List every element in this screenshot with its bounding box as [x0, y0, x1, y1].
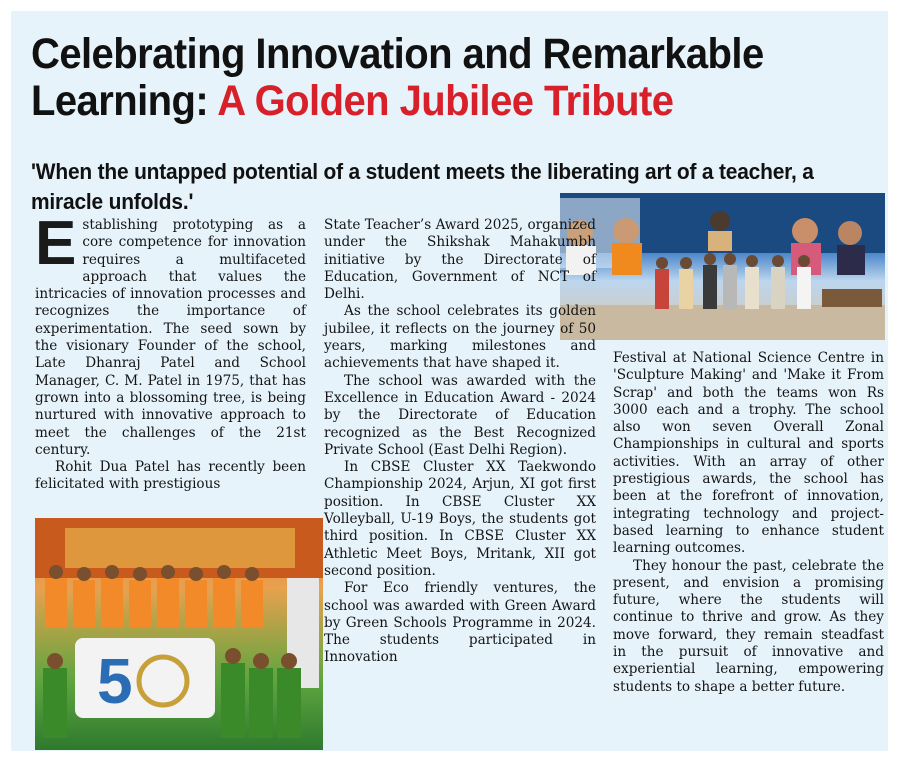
svg-text:5: 5: [97, 645, 133, 717]
paragraph: Festival at National Science Centre in 'Sculpture Making' and 'Make it From Scrap' and both the teams won Rs 3000 each and a trophy. The school also won seven Overall Zonal Championships in cultural and sports activities. With an array of other prestigious awards, the school has been at the forefront of innovation, integrating technology and project-based learning to enhance student learning outcomes.: [613, 350, 884, 557]
headline-line-1: Celebrating Innovation and Remarkable: [31, 30, 764, 78]
paragraph: In CBSE Cluster XX Taekwondo Championship 2024, Arjun, XI got first position. In CBSE Cluster XX Volleyball, U-19 Boys, the students got third position. In CBSE Cluster XX Athletic Meet Boys, Mritank, XII got second position.: [324, 459, 596, 579]
paragraph: As the school celebrates its golden jubilee, it reflects on the journey of 50 years, marking milestones and achievements that have shaped it.: [324, 303, 596, 372]
award-ceremony-illustration: [560, 193, 885, 340]
headline-line-2-black: Learning:: [31, 77, 218, 125]
headline-line-2: [31, 78, 817, 125]
paragraph: They honour the past, celebrate the present, and envision a promising future, where the students will continue to thrive and grow. As they move forward, they remain steadfast in the pursuit of innovative and experiential learning, empowering students to shape a better future.: [613, 557, 884, 695]
paragraph: State Teacher’s Award 2025, organized under the Shikshak Mahakumbh initiative by the Directorate of Education, Government of NCT of Delhi.: [324, 217, 596, 303]
article-column-3: [613, 350, 884, 696]
students-performance-photo: [35, 518, 323, 750]
newspaper-page: [11, 11, 888, 751]
paragraph: [35, 209, 306, 459]
article-column-1: [35, 209, 306, 494]
paragraph: Rohit Dua Patel has recently been felicitated with prestigious: [35, 459, 306, 493]
paragraph: The school was awarded with the Excellence in Education Award - 2024 by the Directorate of Education recognized as the Best Recognized Private School (East Delhi Region).: [324, 372, 596, 458]
headline-line-2-red: A Golden Jubilee Tribute: [217, 77, 674, 125]
headline: [31, 31, 817, 125]
award-ceremony-photo: [560, 193, 885, 340]
article-column-2: [324, 217, 596, 667]
subheadline-quote: 'When the untapped potential of a student meets the liberating art of a teacher, a miracle unfolds.': [31, 159, 814, 214]
drop-cap: E: [35, 209, 77, 278]
students-performance-illustration: [35, 518, 323, 750]
paragraph-text: stablishing prototyping as a core competence for innovation requires a multifaceted approach that values the intricacies of innovation processes and recognizes the importance of experimentation. The seed sown by the visionary Founder of the school, Late Dhanraj Patel and School Manager, C. M. Patel in 1975, that has grown into a blossoming tree, is being nurtured with innovative approach to meet the challenges of the 21st century.: [35, 217, 306, 458]
paragraph: For Eco friendly ventures, the school was awarded with Green Award by Green Schools Programme in 2024. The students participated in Innovation: [324, 580, 596, 666]
